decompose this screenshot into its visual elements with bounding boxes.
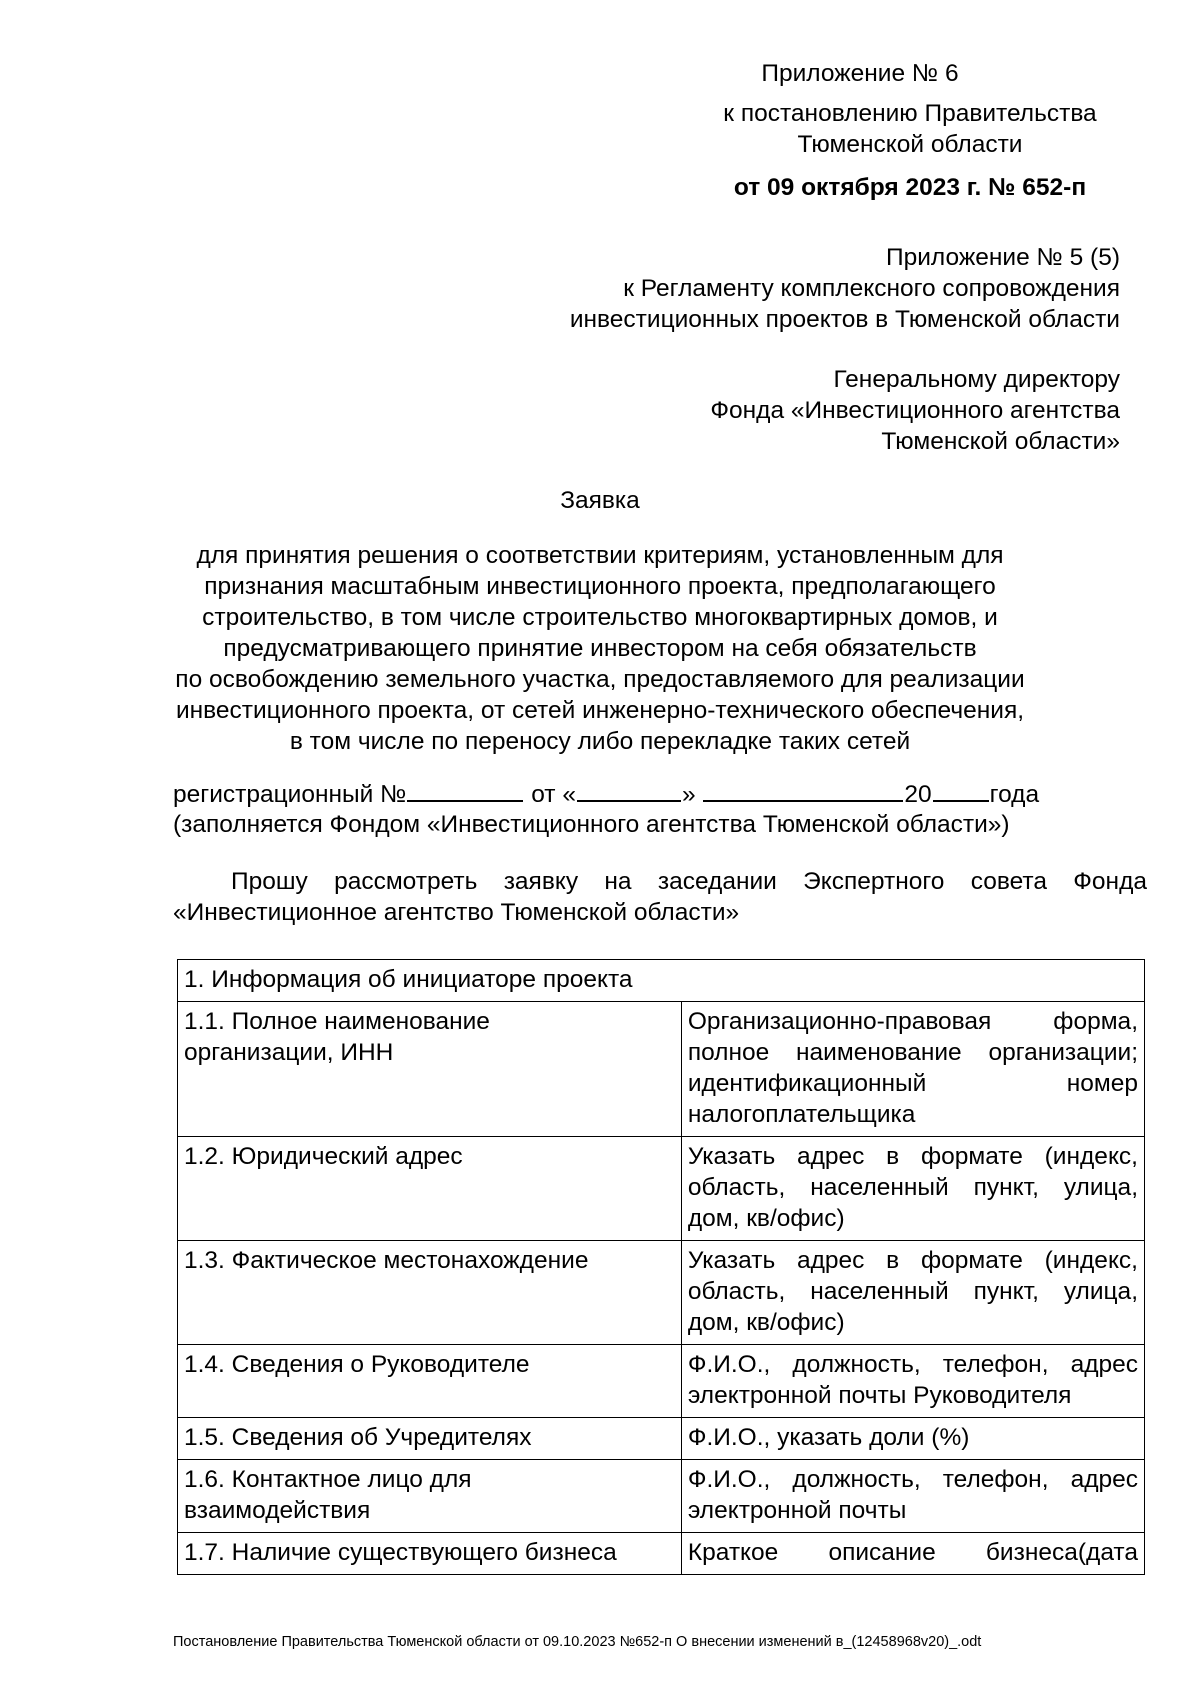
row-label-line: 1.2. Юридический адрес bbox=[184, 1143, 463, 1170]
row-value-line: дом, кв/офис) bbox=[687, 1309, 845, 1336]
row-value-line: Организационно-правовая форма, bbox=[687, 1008, 1138, 1035]
row-label-line: 1.6. Контактное лицо для bbox=[184, 1466, 472, 1493]
row-value-line: электронной почты Руководителя bbox=[687, 1382, 1072, 1409]
appendix6-line2: Тюменской области bbox=[797, 131, 1023, 158]
purpose-line: строительство, в том числе строительство многоквартирных домов, и bbox=[202, 604, 998, 631]
addressee-line2: Фонда «Инвестиционного агентства bbox=[710, 397, 1120, 424]
row-value-line: Указать адрес в формате (индекс, bbox=[687, 1143, 1138, 1170]
appendix5-block bbox=[570, 242, 1120, 335]
row-value-cell bbox=[681, 1460, 1144, 1533]
purpose-paragraph bbox=[150, 540, 1050, 757]
row-value-line: полное наименование организации; bbox=[687, 1039, 1138, 1066]
appendix6-line1: к постановлению Правительства bbox=[723, 100, 1097, 127]
row-label-cell bbox=[178, 1002, 682, 1137]
table-row bbox=[178, 1418, 1145, 1460]
appendix6-title: Приложение № 6 bbox=[761, 60, 959, 87]
row-value-cell bbox=[681, 1002, 1144, 1137]
purpose-line: по освобождению земельного участка, предоставляемого для реализации bbox=[175, 666, 1025, 693]
row-value-cell bbox=[681, 1418, 1144, 1460]
row-value-line: Ф.И.О., указать доли (%) bbox=[687, 1424, 970, 1451]
registration-year-blank[interactable] bbox=[933, 778, 989, 802]
addressee-line1: Генеральному директору bbox=[833, 366, 1120, 393]
request-line1: Прошу рассмотреть заявку на заседании Экспертного совета Фонда bbox=[231, 868, 1147, 895]
row-value-line: область, населенный пункт, улица, bbox=[687, 1278, 1138, 1305]
row-label-cell bbox=[178, 1418, 682, 1460]
row-value-line: дом, кв/офис) bbox=[687, 1205, 845, 1232]
appendix6-date: от 09 октября 2023 г. № 652-п bbox=[733, 174, 1087, 201]
addressee-line3: Тюменской области» bbox=[881, 428, 1120, 455]
addressee-block bbox=[710, 364, 1120, 457]
row-label-line: 1.5. Сведения об Учредителях bbox=[184, 1424, 532, 1451]
row-value-line: Ф.И.О., должность, телефон, адрес bbox=[687, 1351, 1138, 1378]
table-row bbox=[178, 1345, 1145, 1418]
row-label-line: 1.3. Фактическое местонахождение bbox=[184, 1247, 589, 1274]
registration-number-blank[interactable] bbox=[407, 778, 523, 802]
initiator-info-table bbox=[177, 959, 1145, 1575]
section-header-cell: 1. Информация об инициаторе проекта bbox=[178, 960, 1145, 1002]
purpose-line: в том числе по переносу либо перекладке таких сетей bbox=[289, 728, 911, 755]
appendix5-line3: инвестиционных проектов в Тюменской области bbox=[569, 306, 1120, 333]
registration-note: (заполняется Фондом «Инвестиционного агентства Тюменской области») bbox=[173, 811, 1010, 838]
appendix6-reference bbox=[690, 98, 1130, 160]
row-label-cell bbox=[178, 1241, 682, 1345]
table-row bbox=[178, 1460, 1145, 1533]
row-value-cell bbox=[681, 1533, 1144, 1575]
purpose-line: инвестиционного проекта, от сетей инженерно-технического обеспечения, bbox=[175, 697, 1025, 724]
table-section-header-row bbox=[178, 960, 1145, 1002]
row-value-line: Указать адрес в формате (индекс, bbox=[687, 1247, 1138, 1274]
row-value-line: область, населенный пункт, улица, bbox=[687, 1174, 1138, 1201]
table-row bbox=[178, 1002, 1145, 1137]
row-value-cell bbox=[681, 1241, 1144, 1345]
row-label-cell bbox=[178, 1460, 682, 1533]
row-value-line: идентификационный номер bbox=[687, 1070, 1138, 1097]
row-label-line: взаимодействия bbox=[184, 1497, 371, 1524]
row-value-cell bbox=[681, 1345, 1144, 1418]
row-value-line: налогоплательщика bbox=[687, 1101, 916, 1128]
registration-month-blank[interactable] bbox=[703, 778, 903, 802]
purpose-line: признания масштабным инвестиционного проекта, предполагающего bbox=[204, 573, 996, 600]
registration-line: регистрационный № от « » 20 года bbox=[173, 778, 1039, 810]
row-label-cell bbox=[178, 1533, 682, 1575]
row-value-line: Ф.И.О., должность, телефон, адрес bbox=[687, 1466, 1138, 1493]
row-label-cell bbox=[178, 1137, 682, 1241]
appendix5-line2: к Регламенту комплексного сопровождения bbox=[623, 275, 1120, 302]
table-row bbox=[178, 1533, 1145, 1575]
row-label-line: 1.4. Сведения о Руководителе bbox=[184, 1351, 530, 1378]
request-paragraph bbox=[173, 866, 1147, 928]
document-title: Заявка bbox=[560, 487, 640, 514]
row-value-cell bbox=[681, 1137, 1144, 1241]
row-label-line: организации, ИНН bbox=[184, 1039, 394, 1066]
purpose-line: для принятия решения о соответствии критериям, установленным для bbox=[196, 542, 1004, 569]
purpose-line: предусматривающего принятие инвестором на себя обязательств bbox=[223, 635, 977, 662]
appendix5-line1: Приложение № 5 (5) bbox=[886, 244, 1120, 271]
row-label-line: 1.7. Наличие существующего бизнеса bbox=[184, 1539, 617, 1566]
table-row bbox=[178, 1241, 1145, 1345]
table-row bbox=[178, 1137, 1145, 1241]
registration-day-blank[interactable] bbox=[577, 778, 681, 802]
row-label-cell bbox=[178, 1345, 682, 1418]
request-line2: «Инвестиционное агентство Тюменской области» bbox=[173, 899, 740, 926]
row-value-line: Краткое описание бизнеса(дата bbox=[687, 1539, 1138, 1566]
row-label-line: 1.1. Полное наименование bbox=[184, 1008, 490, 1035]
document-footer: Постановление Правительства Тюменской области от 09.10.2023 №652-п О внесении изменений в_(12458968v20)_.odt bbox=[173, 1634, 982, 1650]
row-value-line: электронной почты bbox=[687, 1497, 907, 1524]
